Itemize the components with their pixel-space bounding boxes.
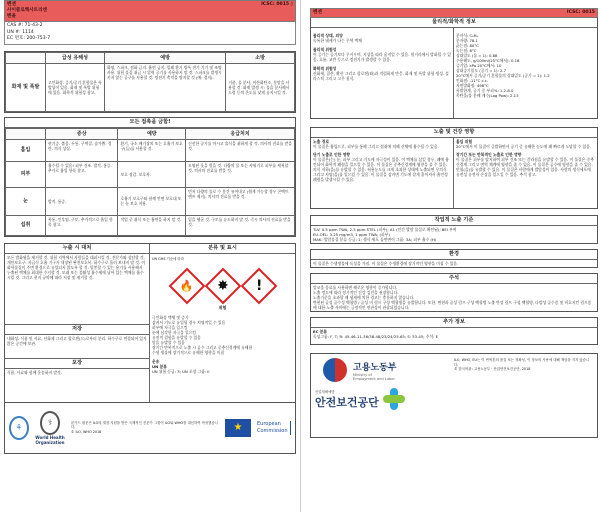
translation-credit: © 한국어판: 고용노동부 · 산업안전보건공단, 2018	[454, 367, 531, 372]
property: 폭발한계, 공기 중 부피%: 1.2-8.0	[456, 88, 514, 93]
hazard-statement: 장기간 반복적으로 노출 시 골수 그리고 중추신경계에 유해함	[152, 344, 253, 350]
cell: 먼저 다량의 물로 수 분간 씻어내고 (쉽게 가능할 경우 콘택트 렌즈 제거). 의사의 진료를 받을 것.	[186, 187, 295, 215]
property: 증기압: kPa 20°C에서: 10	[456, 63, 502, 68]
note: 알코올 음료를 사용하면 해로운 영향이 증가합니다.	[313, 285, 398, 290]
property: 녹는점: 6°C	[456, 48, 477, 53]
hazard-statements	[150, 314, 295, 375]
physchem-title: 물리적/화학적 정보	[311, 18, 597, 28]
property: 20°C에서 증기/공기 혼합물의 상대밀도 (공기 = 1): 1.2	[456, 73, 550, 78]
hazard-statement: 유전적 결함을 유발할 수 있음	[152, 334, 201, 340]
cell: 보호 장갑. 보호복.	[118, 161, 186, 187]
ministry-name-ko: 고용노동부	[353, 362, 397, 373]
col-symptoms: 증상	[46, 128, 118, 139]
heading: 물리적 위험성	[313, 47, 337, 52]
exposure-title: 노출 및 건강 영향	[311, 128, 597, 138]
row-label: 피부	[6, 161, 46, 187]
cell: 입을 헹굴 것. 구토를 유도하지 말 것. 즉시 의사의 진료를 받을 것.	[186, 215, 295, 235]
who-emblem-icon: ⚕	[40, 411, 60, 435]
heading: 물리적 상태, 외양	[313, 33, 343, 38]
page2-footer	[310, 353, 598, 438]
exposure-left	[311, 138, 454, 208]
col-firefighting: 소방	[226, 52, 295, 63]
notes-title: 주석	[311, 274, 597, 284]
text: 이 물질은(는) 눈, 피부 그리고 기도에 자극성이 있음. 이 액체를 삼킬 경우, 폐에 흡인되어 화학적 폐렴을 일으킬 수 있음. 이 물질은 중추신경계에 영향을 줄 수 있음. 의식 저하(을)를 유발할 수 있음. 허용농도를 크게 초과한 상태에 노출되면 무의식 그리고 사망(을)를 일으킬 수 있음. 이 물질을 삼키면 기도에 잘게 흩어져서 흡인성 폐렴을 발생시킬 수 있음.	[313, 157, 449, 182]
kosha-name: 안전보건공단	[315, 396, 379, 409]
ec-class-title: EC 분류	[313, 329, 328, 334]
page1-footer	[4, 403, 296, 454]
heading: 화학적 위험성	[313, 66, 337, 71]
spill-title: 누출 시 대처	[5, 244, 149, 254]
page1-header	[4, 0, 296, 22]
korean-logos	[315, 358, 454, 433]
spill-text: 모든 발화원을 제거할 것. 위험 지역에서 사람들을 대피시킬 것. 전문가와 상담할 것. 개인보호구: 자급식 호흡 기구가 내장된 완전보호복. 하수구로 흘러 보내지 말 것. 이 화학물질이 주변 환경으로 유입되지 않도록 할 것. 밀봉할 수 있는 용기를 사용해서 누출된 액체를 최대한 수거할 것. 모래 또는 불활성 흡수제에 남아 있는 액체를 흡수시킬 것. 그리고 현지 규약에 따라 저장 및 제거할 것.	[7, 254, 146, 280]
ilo-logo-icon: ⚘	[9, 416, 29, 440]
environment-text: 이 물질은 수생생물에 독성을 가짐. 이 물질은 수생환경에 장기적인 영향을 미칠 수 있음.	[313, 261, 459, 266]
physchem-left	[311, 28, 454, 118]
hazard-statement: 삼켜서 기도로 유입될 경우 치명적일 수 있음	[152, 319, 226, 325]
ghs-label: UN GHS 기준에 따라	[152, 256, 184, 261]
hazard-statement: 수생 생물에 장기적으로 유해한 영향을 미침	[152, 349, 225, 355]
icsc-number: ICSC: 0015 ◊	[261, 2, 293, 7]
footer-text: 본카드 원문은 ILO의 재정 지원을 받은 국제적인 전문가 그룹이 ILO와 WHO를 대신하여 작성했습니다.	[71, 420, 219, 430]
who-name: World Health Organization	[35, 434, 65, 445]
cell: 신선한 공기를 마시고 휴식을 취하게 할 것. 의사의 진료를 받을 것.	[186, 139, 295, 161]
table-row	[6, 63, 295, 111]
cell: 작업 중 취식 또는 흡연을 하지 말 것.	[118, 215, 186, 235]
signal-word: 위험	[218, 304, 227, 310]
exclamation-icon: !	[240, 267, 277, 304]
table-row	[6, 215, 295, 235]
ghs-pictograms	[150, 269, 295, 303]
left-column	[5, 244, 150, 402]
cell: 오염된 옷을 벗을 것. 다량의 물 또는 샤워기로 피부를 세척할 것. 의사의 진료를 받을 것.	[186, 161, 295, 187]
cell: 흡수될 수 있음! 피부 건조. 발적. 통증. 추가로 흡입 항목 참고.	[46, 161, 118, 187]
fire-hazard-table	[4, 51, 296, 113]
notes-section	[310, 273, 598, 312]
hazard-statement: 눈에 심각한 자극을 일으킴	[152, 329, 196, 335]
property: 옥탄올/물 분배 계수(Log Pow): 2.13	[456, 93, 519, 98]
row-label: 눈	[6, 187, 46, 215]
who-logo	[35, 411, 65, 445]
korea-taegeuk-icon	[323, 358, 347, 382]
un-class-title: UN 분류	[152, 363, 167, 369]
note: 변현된 골성 골수성 백혈병 / 골성 비 림프 구성 백혈병을 유발합니다. 또한, 변현과 골성 림프 구성 백혈병 노출 만성 림프 구성 백혈병, 다발성 골수종 및 비호지킨 림프종에 대한 노출 사이에는 긍정적인 연관성이 관찰되었습니다.	[313, 300, 592, 310]
cell: 거품, 물 분사, 이산화탄소, 분말을 사용할 것. 화재 발생 시: 물을 분사해서 드럼 등의 온도를 낮게 유지시킬 것.	[226, 63, 295, 111]
cell: 복통. 인후염. 구토. 추가적으로 흡입 항목 참고.	[46, 215, 118, 235]
property: 자연발화점: 498°C	[456, 83, 489, 88]
cell: 현기증. 졸음. 두통. 구역질. 숨가쁨. 경련. 의식 상실.	[46, 139, 118, 161]
contact-title: 모든 접촉을 금함!	[5, 118, 295, 128]
icsc-number: ICSC: 0015	[566, 10, 595, 15]
property: 인화점: -11°C c.c.	[456, 78, 489, 83]
col-blank	[6, 52, 46, 63]
storage-text: 내화성. 식품 및 사료, 산화제 그리고 할로겐(으)로부터 분리. 하수구로 연결되어 있지 않은 공간에 보관.	[5, 335, 149, 359]
text: 산화제, 질산, 황산 그리고 할로겐(와)과 격렬하게 반응. 화재 및 폭발 위험 생성. 플라스틱 그리고 고무 침식.	[313, 71, 449, 81]
cas-number: CAS #: 71-43-2	[7, 23, 43, 28]
page2-header	[310, 8, 598, 18]
exposure-section	[310, 127, 598, 209]
col-first-aid: 응급처치	[186, 128, 295, 139]
identifiers	[4, 22, 296, 45]
flame-icon: 🔥	[168, 267, 205, 304]
cell: 발적. 통증.	[46, 187, 118, 215]
property: 수용해도, g/100ml(25°C에서): 0.18	[456, 58, 520, 63]
kosha-small: 산업재해예방	[315, 390, 335, 394]
text: 20°C에서 이 물질이 증발하면서 공기 중 유해한 농도에 꽤 빠르게 도달할 수 있음.	[456, 144, 592, 149]
heading: 노출 경로	[313, 139, 329, 144]
eu-name: European Commission	[257, 421, 291, 435]
col-prevention: 예방	[118, 128, 186, 139]
table-row	[6, 161, 295, 187]
heading: 단기 노출로 인한 영향	[313, 152, 350, 157]
text: 이 증기는 공기보다 무거우며, 지상을 따라 움직일 수 있음. 원거리에서 발화될 수 있음. 흐름, 교반 등으로 정전기가 발생할 수 있음.	[313, 52, 451, 62]
heading: 장기간 또는 반복적인 노출로 인한 영향	[456, 152, 522, 157]
page-divider	[300, 0, 301, 512]
col-prevention: 예방	[104, 52, 225, 63]
environment-section	[310, 249, 598, 268]
cell: 화염, 스파크, 점화 금지. 흡연 금지. 밀폐 환기 방폭 전기 기기 및 조명 사용. 위험 물질 취급 시 압력 공기를 사용하지 말 것. 스파크를 발생시키지 않는 공구를 사용할 것. 정전기 축적을 방지할 것 (예: 접지).	[104, 63, 225, 111]
hazard-statement: 암을 유발할 수 있음	[152, 339, 185, 345]
physchem-section	[310, 18, 598, 119]
health-hazard-icon: ✸	[204, 267, 241, 304]
property: 끓는점: 80°C	[456, 43, 479, 48]
heading: 흡입 위험	[456, 139, 472, 144]
ministry-name-en-1: Ministry of	[353, 372, 372, 377]
property: 상대증기밀도 (공기 = 1): 2.7	[456, 68, 507, 73]
additional-info-section	[310, 317, 598, 345]
note: 노출 정도에 따라 정기적인 건강 검진을 권장합니다.	[313, 290, 399, 295]
packaging-text: 식품, 사료와 함께 운송하지 말것.	[7, 369, 62, 375]
table-row	[6, 139, 295, 161]
chemical-name: 벤젠	[7, 2, 16, 7]
property: 분자식: C₆H₆	[456, 33, 479, 38]
transport-title: 운송	[152, 358, 160, 364]
property: 분자량: 78.1	[456, 38, 478, 43]
ministry-logo	[323, 358, 454, 382]
environment-title: 환경	[311, 250, 597, 260]
cell: 호흡기 보호구와 함께 안면 보호대 또는 눈 보호 착용.	[118, 187, 186, 215]
text: 이 물질은 피부를 탈지하여 피부 건조 또는 갈라짐을 유발할 수 있음. 이 물질은 중추신경계 그리고 면역 체계에 영향을 줄 수 있음. 이 물질은 골수에 영향을 줄 수 있음. 빈혈(을)를 유발할 수 있음. 이 물질은 사람에게 발암성이 있음. 사람의 생식세포에 유전성 유전자 손상을 일으킬 수 있음. 추석 참고.	[456, 157, 594, 177]
ec-number: EC 번호: 200-753-7	[7, 36, 51, 41]
spill-classification-section	[4, 243, 296, 403]
hazard-statement: 극인화성 액체 및 증기	[152, 314, 189, 320]
storage-title: 저장	[5, 324, 149, 335]
disclaimer	[454, 358, 593, 433]
icsc-page-1	[4, 0, 296, 512]
additional-title: 추가 정보	[311, 318, 597, 328]
chemical-name: 벤젠	[313, 10, 322, 15]
table-row	[6, 187, 295, 215]
synonym-2: 벤졸	[7, 14, 16, 19]
oel-section	[310, 215, 598, 244]
text: 이 물질은 흡입으로, 피부를 통해 그리고 섭취에 의해 신체에 흡수될 수 있음.	[313, 144, 439, 149]
kosha-cross-icon	[383, 388, 405, 410]
synonym: 사이클로헥사트리엔	[7, 8, 47, 13]
cell: 환기, 국소 배기장치 또는 호흡기 보호구(들)를 사용할 것.	[118, 139, 186, 161]
eu-flag-icon: ★	[225, 419, 251, 437]
oel-line: EU-OEL: 3.25 mg/m3, 1 ppm TWA; (피부)	[313, 232, 390, 237]
oel-title: 작업적 노출 기준	[311, 216, 597, 226]
classification-column	[150, 244, 295, 402]
classification-title: 분류 및 표시	[150, 244, 295, 254]
col-blank	[6, 128, 46, 139]
note: 노출기준을 초과할 때 냄새에 의한 경고는 충분하지 않습니다.	[313, 295, 415, 300]
footer-credits	[71, 421, 219, 435]
kosha-logo	[315, 388, 454, 410]
ec-class-text: 독성그룹: F, T; R: 45-46-11-36/38-48/23/24/25-65; S: 53-45; 주석: E	[313, 334, 438, 339]
icsc-page-2	[310, 0, 598, 512]
oel-line: TLV: 0.5 ppm TWA, 2.5 ppm STEL (피부); A1 (인간 발암 물질로 확인됨); BEI 부여	[313, 227, 457, 232]
disclaimer-text: ILO, WHO, EU는 이 번역본의 품질 또는 정확성, 이 정보의 사용에 대해 책임을 지지 않습니다.	[454, 358, 590, 367]
row-label: 섭취	[6, 215, 46, 235]
col-acute-hazard: 급성 유해성	[46, 52, 105, 63]
footer-copyright: © ILO, WHO 2018	[71, 429, 102, 434]
hazard-statement: 피부에 자극을 일으킴	[152, 324, 188, 330]
contact-table	[4, 117, 296, 237]
row-label: 화재 및 폭발	[6, 63, 46, 111]
ministry-name-en-2: Employment and Labor	[353, 376, 395, 381]
oel-line: MAK: 발암물질 분류 등급: 1; 생식 세포 돌연변이 그룹: 3A; 피부 흡수 (H)	[313, 237, 437, 242]
un-number: UN #: 1114	[7, 29, 34, 35]
un-class: UN 위험 등급: 3; UN 포장 그룹: II	[152, 368, 210, 374]
exposure-right	[454, 138, 597, 208]
cell: 고인화성. 증기/공기 혼합물은 폭발성이 있음. 화재 및 폭발 위험에 있음. 화학적 위험성 참고.	[46, 63, 105, 111]
row-label: 흡입	[6, 139, 46, 161]
packaging-title: 포장	[5, 359, 149, 369]
property: 상대밀도 (물 = 1): 0.88	[456, 53, 498, 58]
physchem-right	[454, 28, 597, 118]
text: 독특한 냄새가 나는 무색 액체	[313, 38, 362, 43]
